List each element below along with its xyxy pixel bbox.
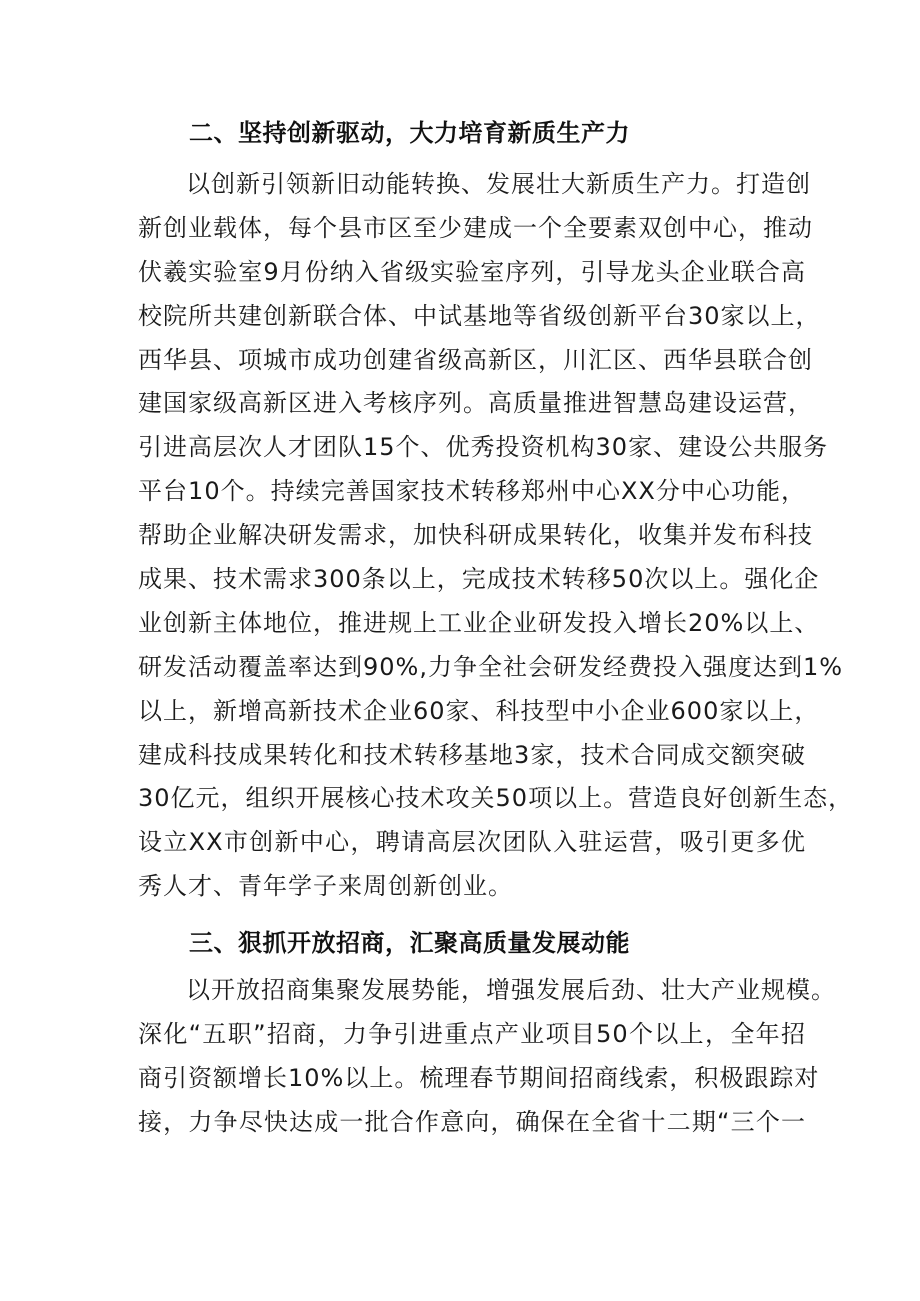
body-line: 西华县、项城市成功创建省级高新区，川汇区、西华县联合创 — [138, 345, 813, 374]
body-line: 30亿元，组织开展核心技术攻关50项以上。营造良好创新生态， — [138, 784, 854, 813]
body-line: 以上，新增高新技术企业60家、科技型中小企业600家以上， — [138, 696, 820, 725]
body-line: 校院所共建创新联合体、中试基地等省级创新平台30家以上， — [138, 301, 821, 330]
body-line: 接，力争尽快达成一批合作意向，确保在全省十二期“三个一 — [138, 1107, 806, 1136]
body-line: 业创新主体地位，推进规上工业企业研发投入增长20%以上、 — [138, 608, 820, 637]
body-line: 平台10个。持续完善国家技术转移郑州中心XX分中心功能， — [138, 477, 806, 506]
body-line: 建国家级高新区进入考核序列。高质量推进智慧岛建设运营， — [138, 389, 813, 418]
body-line: 秀人才、青年学子来周创新创业。 — [138, 872, 513, 901]
body-line: 成果、技术需求300条以上，完成技术转移50次以上。强化企 — [138, 565, 820, 594]
body-line: 研发活动覆盖率达到90%,力争全社会研发经费投入强度达到1% — [138, 652, 844, 681]
body-line: 引进高层次人才团队15个、优秀投资机构30家、建设公共服务 — [138, 433, 829, 462]
body-line: 以开放招商集聚发展势能，增强发展后劲、壮大产业规模。 — [186, 976, 836, 1004]
body-line: 以创新引领新旧动能转换、发展壮大新质生产力。打造创 — [186, 170, 811, 198]
body-line: 设立XX市创新中心，聘请高层次团队入驻运营，吸引更多优 — [138, 828, 806, 857]
section-two-body — [138, 163, 854, 909]
body-line: 新创业载体，每个县市区至少建成一个全要素双创中心，推动 — [138, 213, 813, 242]
body-line: 伏羲实验室9月份纳入省级实验室序列，引导龙头企业联合高 — [138, 257, 806, 286]
body-line: 深化“五职”招商，力争引进重点产业项目50个以上，全年招 — [138, 1019, 806, 1048]
section-three-heading: 三、狠抓开放招商，汇聚高质量发展动能 — [189, 929, 630, 957]
section-three-body — [138, 969, 836, 1145]
section-two-heading: 二、坚持创新驱动，大力培育新质生产力 — [189, 119, 630, 147]
body-line: 商引资额增长10%以上。梳理春节期间招商线索，积极跟踪对 — [138, 1063, 820, 1092]
body-line: 建成科技成果转化和技术转移基地3家，技术合同成交额突破 — [138, 740, 806, 769]
body-line: 帮助企业解决研发需求，加快科研成果转化，收集并发布科技 — [138, 521, 813, 550]
